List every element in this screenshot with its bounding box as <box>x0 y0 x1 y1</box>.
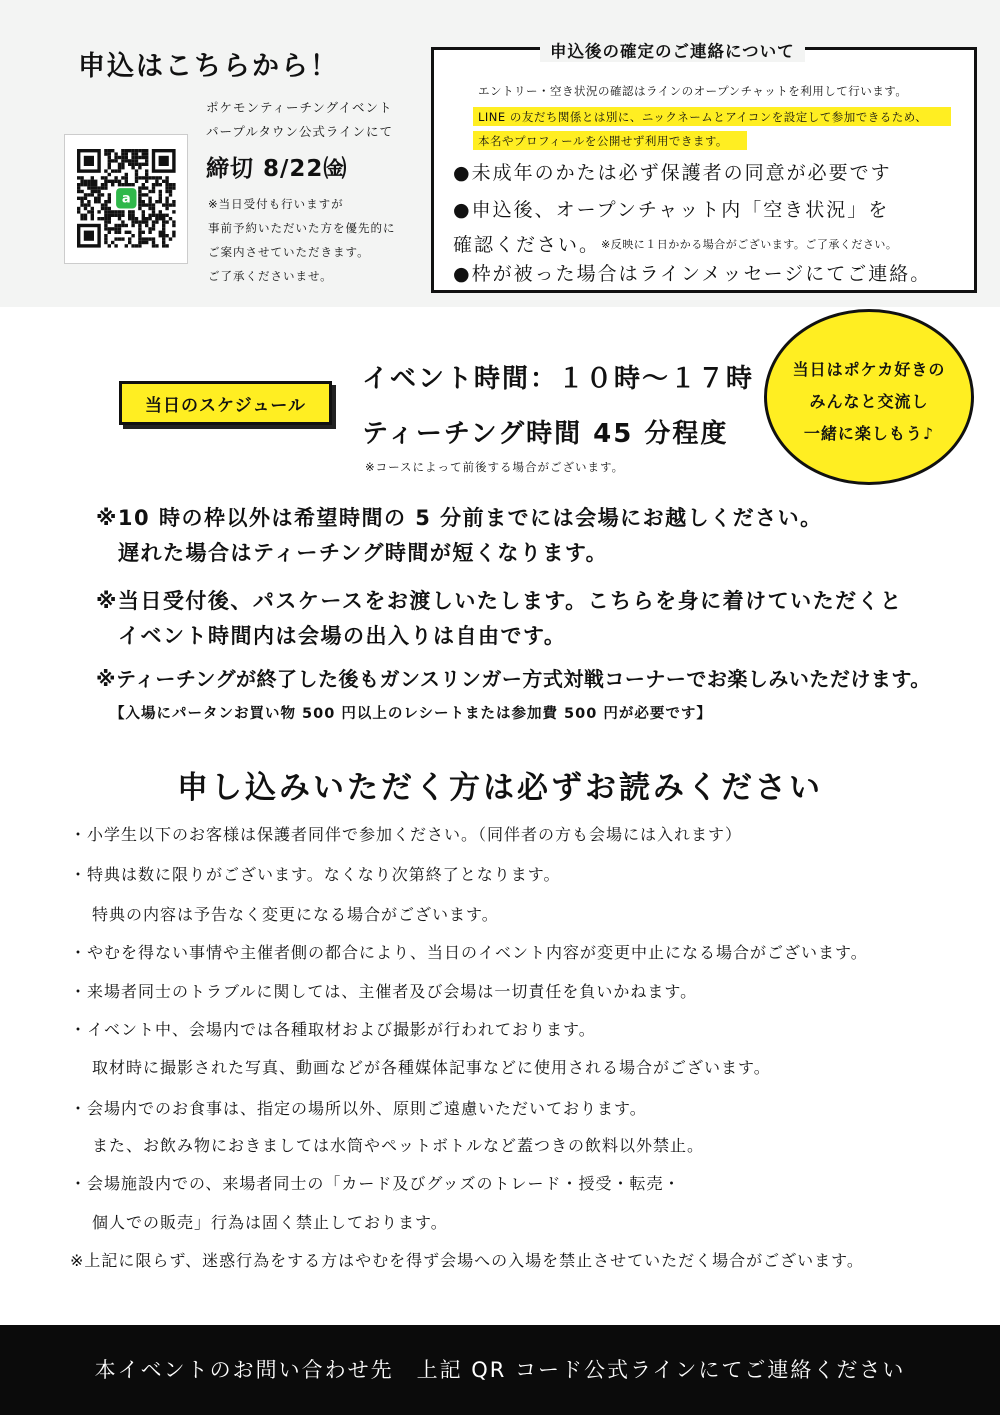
rule-line: ※上記に限らず、迷惑行為をする方はやむを得ず会場への入場を禁止させていただく場合がございます。 <box>70 1251 864 1270</box>
rule-line: ・来場者同士のトラブルに関しては、主催者及び会場は一切責任を負いかねます。 <box>70 982 698 1001</box>
rule-line: ・イベント中、会場内では各種取材および撮影が行われております。 <box>70 1020 596 1039</box>
rules-heading: 申し込みいただく方は必ずお読みください <box>177 770 823 806</box>
rule-line: ・やむを得ない事情や主催者側の都合により、当日のイベント内容が変更中止になる場合がございます。 <box>70 943 868 962</box>
apply-note-3: ご案内させていただきます。 <box>208 245 370 259</box>
event-name: ポケモンティーチングイベント <box>206 100 393 115</box>
notice-2b: イベント時間内は会場の出入りは自由です。 <box>118 624 567 648</box>
rule-line: ・会場内でのお食事は、指定の場所以外、原則ご遠慮いただいております。 <box>70 1099 647 1118</box>
notice-1a: ※10 時の枠以外は希望時間の 5 分前までには会場にお越しください。 <box>96 506 823 530</box>
qr-code-icon[interactable] <box>64 134 188 264</box>
bubble-line-1: 当日はポケカ好きの <box>792 360 946 379</box>
notice-2a: ※当日受付後、パスケースをお渡しいたします。こちらを身に着けていただくと <box>96 589 903 613</box>
event-time: イベント時間：１０時～１７時 <box>362 364 755 394</box>
confirmation-line-2: LINE の友だち関係とは別に、ニックネームとアイコンを設定して参加できるため、 <box>478 110 928 124</box>
confirmation-bullet-2-cont: 確認ください。 <box>453 234 601 256</box>
apply-note-4: ご了承くださいませ。 <box>208 269 333 283</box>
footer-contact: 本イベントのお問い合わせ先 上記 QR コード公式ラインにてご連絡ください <box>94 1358 906 1382</box>
apply-note-1: ※当日受付も行いますが <box>208 197 344 211</box>
rule-line: 特典の内容は予告なく変更になる場合がございます。 <box>92 905 499 924</box>
rule-line: ・小学生以下のお客様は保護者同伴で参加ください。（同伴者の方も会場には入れます） <box>70 825 743 844</box>
entry-note: 【入場にパータンお買い物 500 円以上のレシートまたは参加費 500 円が必要です】 <box>110 706 712 722</box>
confirmation-title: 申込後の確定のご連絡について <box>540 38 805 62</box>
event-venue-line: パープルタウン公式ラインにて <box>206 124 394 139</box>
reflect-note: ※反映に１日かかる場合がございます。ご了承ください。 <box>601 238 898 251</box>
rule-line: 個人での販売」行為は固く禁止しております。 <box>92 1213 448 1232</box>
rule-line: ・特典は数に限りがございます。なくなり次第終了となります。 <box>70 865 561 884</box>
svg-text:a: a <box>121 191 131 207</box>
confirmation-bullet-1: ●未成年のかたは必ず保護者の同意が必要です <box>453 162 892 184</box>
notice-1b: 遅れた場合はティーチング時間が短くなります。 <box>118 541 609 565</box>
course-note: ※コースによって前後する場合がございます。 <box>365 460 625 474</box>
deadline: 締切 8/22㈮ <box>206 156 348 182</box>
schedule-label: 当日のスケジュール <box>119 381 332 425</box>
confirmation-line-1: エントリー・空き状況の確認はラインのオープンチャットを利用して行います。 <box>478 84 908 98</box>
rule-line: 取材時に撮影された写真、動画などが各種媒体記事などに使用される場合がございます。 <box>92 1058 771 1077</box>
bubble-line-2: みんなと交流し <box>809 392 929 411</box>
notice-3: ※ティーチングが終了した後もガンスリンガー方式対戦コーナーでお楽しみいただけます。 <box>96 667 931 691</box>
apply-heading: 申込はこちらから！ <box>78 51 339 82</box>
confirmation-bullet-3: ●枠が被った場合はラインメッセージにてご連絡。 <box>453 263 932 285</box>
rule-line: また、お飲み物におきましては水筒やペットボトルなど蓋つきの飲料以外禁止。 <box>92 1136 705 1155</box>
bubble-line-3: 一緒に楽しもう♪ <box>803 424 935 443</box>
teaching-time: ティーチング時間 45 分程度 <box>362 419 729 449</box>
apply-note-2: 事前予約いただいた方を優先的に <box>208 221 396 235</box>
confirmation-bullet-2: ●申込後、オープンチャット内「空き状況」を <box>453 199 890 221</box>
rule-line: ・会場施設内での、来場者同士の「カード及びグッズのトレード・授受・転売・ <box>70 1174 681 1193</box>
confirmation-line-3: 本名やプロフィールを公開せず利用できます。 <box>478 134 728 148</box>
